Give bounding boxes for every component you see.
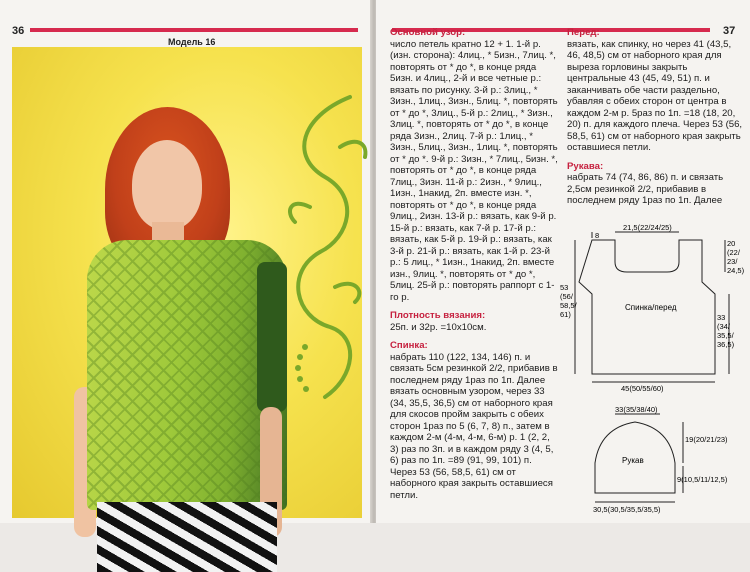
sleeve-cap: 19(20/21/23) (685, 435, 728, 444)
pattern-heading: Основной узор: (390, 27, 466, 38)
schema-neck-d: 24,5) (727, 266, 745, 275)
back-heading: Спинка: (390, 340, 428, 351)
face (132, 140, 202, 230)
front-text: вязать, как спинку, но через 41 (43,5, 46, 48,5) см от наборного края для выреза горловины закрыть центральные 43 (45, 49, 51) п. и заканчивать обе части раздельно, убавляя с обеих сторон от центра в каждом 2-м р. 5раз по 1п. =18 (18, 20, 20) п. для каждого плеча. Через 53 (56, 58,5, 61) см от наборного края закрыть оставшиеся петли. (567, 38, 743, 153)
density-text: 25п. и 32р. =10х10см. (390, 321, 487, 333)
schema-side-a: 33 (717, 313, 726, 322)
left-page-number: 36 (12, 25, 25, 37)
sleeve-label: Рукав (622, 456, 644, 465)
schema-top-width: 21,5(22/24/25) (623, 223, 672, 232)
schema-height-a: 53 (560, 283, 569, 292)
sleeve-top: 33(35/38/40) (615, 405, 658, 414)
schema-height-b: (56/ (560, 292, 573, 301)
schema-side-b: (34/ (717, 322, 730, 331)
schema-neck-a: 20 (727, 239, 736, 248)
schema-neck-c: 23/ (727, 257, 738, 266)
dark-sleeve (257, 262, 287, 412)
instructions-column-2 (567, 27, 743, 207)
density-heading: Плотность вязания: (390, 310, 486, 321)
left-header-rule (30, 28, 358, 32)
sleeve-schematic (585, 405, 745, 520)
schema-height-c: 58,5/ (560, 301, 577, 310)
front-heading: Перед: (567, 27, 600, 38)
sleeve-side: 9(10,5/11/12,5) (677, 475, 728, 484)
schema-neck-b: (22/ (727, 248, 740, 257)
schema-side-d: 36,5) (717, 340, 735, 349)
body-schematic (560, 222, 747, 393)
instructions-column-1 (390, 27, 560, 501)
model-title: Модель 16 (168, 37, 216, 47)
decorative-swirl-icon (280, 87, 370, 417)
right-page-number: 37 (723, 25, 736, 37)
schema-side-c: 35,5/ (717, 331, 734, 340)
schema-bottom-width: 45(50/55/60) (621, 384, 664, 393)
model-photo (12, 47, 362, 518)
schema-shoulder: 8 (595, 231, 600, 240)
schema-body-label: Спинка/перед (625, 303, 677, 312)
patterned-skirt (97, 502, 277, 572)
back-text: набрать 110 (122, 134, 146) п. и связать 5см резинкой 2/2, прибавив в последнем ряду 1раз по 1п. Далее вязать основным узором, через 33 (34, 35,5, 36,5) см от наборного края для скосов пройм закрыть с обеих сторон 1раз по 5 (6, 7, 8) п., затем в каждом 2-м (4-м, 4-м, 6-м) р. 1 (2, 2, 3) раз по 3п. и в каждом ряду 3 (4, 5, 6) раз по 1п. =89 (91, 99, 101) п. Через 53 (56, 58,5, 61) см от наборного края закрыть оставшиеся петли. (390, 351, 558, 501)
schema-height-d: 61) (560, 310, 571, 319)
sleeves-text: набрать 74 (74, 86, 86) п. и связать 2,5см резинкой 2/2, прибавив в последнем ряду 1раз по 1п. Далее (567, 172, 724, 206)
sleeve-bottom: 30,5(30,5/35,5/35,5) (593, 505, 661, 514)
sleeves-heading: Рукава: (567, 160, 604, 172)
pattern-text: число петель кратно 12 + 1. 1-й р. (изн. сторона): 4лиц., * 5изн., 7лиц. *, повторять от * до *, в конце ряда 5изн. и 4лиц., 2-й и все четные р.: вязать по рисунку. 3-й р.: 3лиц., * 3изн., 1лиц., 3изн., 5лиц. *, повторять от * до *, 3лиц., 5-й р.: 2лиц., * 3изн., 3лиц. *, повторять от * до *, в конце ряда 3изн., 2лиц. 7-й р.: 1лиц., * 3изн., 5лиц., 3изн., 1лиц. *, повторять от * до *. 9-й р.: 3изн., * 7лиц., 5изн. *, повторять от * до *, в конце ряда 7лиц., 3изн. 11-й р.: 2изн., * 9лиц., 1изн., 1накид, 2п. вместе изн. *, повторять от * до *, в конце ряда 9лиц., 2изн. 13-й р.: вязать, как 9-й р. 15-й р.: вязать, как 7-й р. 17-й р.: вязать, как 5-й р. 19-й р.: вязать, как 3-й р. 21-й р.: вязать, как 1-й р. 23-й р.: 5 лиц., * 1изн., 1накид, 2п. вместе изн., 9лиц. *, повторять от * до *, 5лиц. 25-й р.: повторять раппорт с 1-го р. (390, 38, 558, 303)
